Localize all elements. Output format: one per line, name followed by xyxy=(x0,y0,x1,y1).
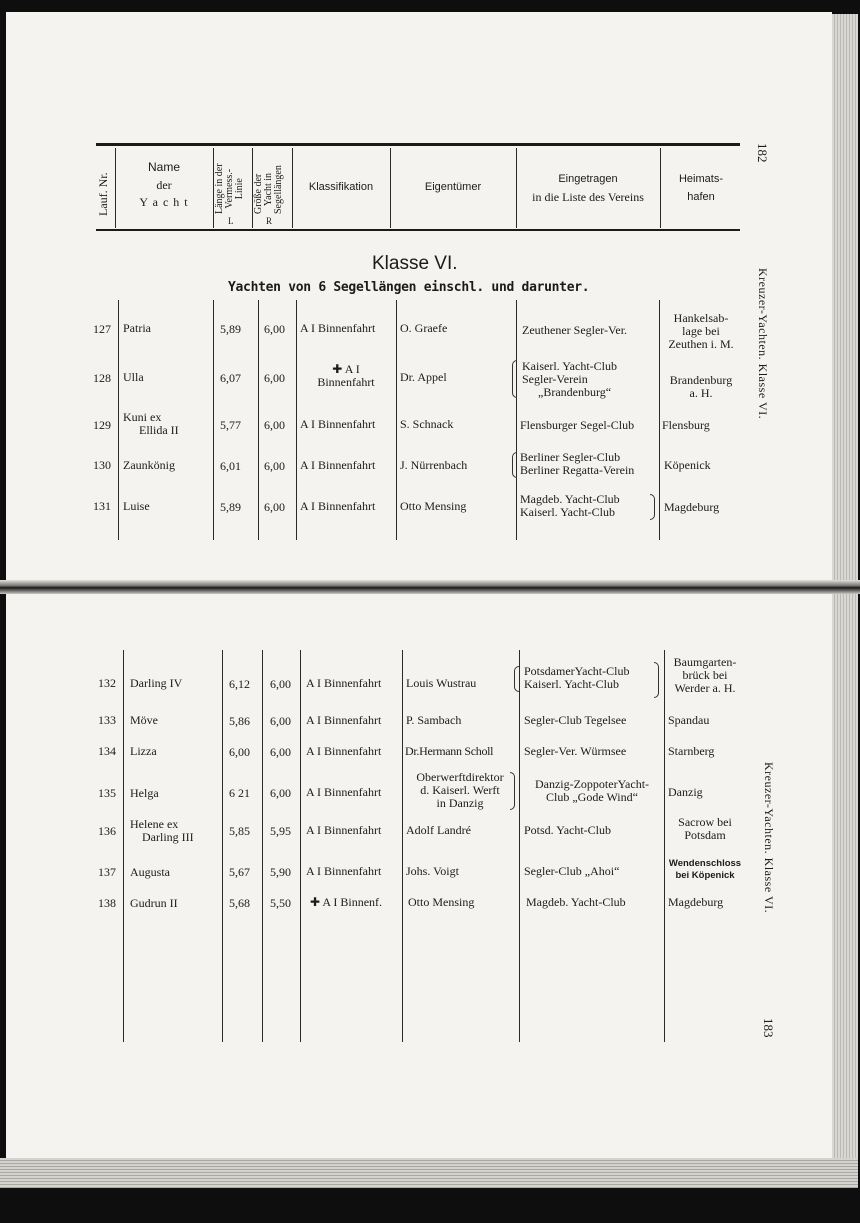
header-groesse-symbol: R xyxy=(266,216,273,226)
running-head-bottom: Kreuzer-Yachten. Klasse VI. xyxy=(762,762,776,914)
groesse-value: 6,00 xyxy=(270,677,291,691)
klassifikation-value: A I Binnenfahrt xyxy=(306,864,382,878)
hafen-value: Magdeburg xyxy=(664,500,720,514)
running-head-top: Kreuzer-Yachten. Klasse VI. xyxy=(756,268,770,420)
owner-value: Otto Mensing xyxy=(408,895,475,909)
groesse-value: 6,00 xyxy=(270,714,291,728)
stacked-pages-edge xyxy=(0,1158,858,1188)
row-number: 133 xyxy=(98,713,116,727)
groesse-value: 6,00 xyxy=(264,418,285,432)
owner-value: P. Sambach xyxy=(406,713,462,727)
laenge-value: 5,86 xyxy=(229,714,250,728)
owner-value: Adolf Landré xyxy=(406,823,471,837)
groesse-value: 6,00 xyxy=(264,459,285,473)
page-number-top: 182 xyxy=(755,143,770,163)
hafen-value: Wendenschloss bei Köpenick xyxy=(668,858,742,881)
klassifikation-value: A I Binnenfahrt xyxy=(306,823,382,837)
header-name-3: Y a c h t xyxy=(139,195,189,209)
laenge-value: 6,00 xyxy=(229,745,250,759)
brace xyxy=(650,494,655,520)
verein-value: Magdeb. Yacht-Club Kaiserl. Yacht-Club xyxy=(520,492,620,519)
header-eigentuemer: Eigentümer xyxy=(424,181,482,193)
row-number: 135 xyxy=(98,786,116,800)
top-page xyxy=(6,12,832,582)
verein-value: Potsd. Yacht-Club xyxy=(524,823,612,837)
laenge-value: 5,77 xyxy=(220,418,241,432)
header-top-rule xyxy=(96,143,740,146)
hafen-value: Starnberg xyxy=(668,744,715,758)
owner-value: S. Schnack xyxy=(400,417,454,431)
owner-value: Otto Mensing xyxy=(400,499,467,513)
klassifikation-value: A I Binnenfahrt xyxy=(300,417,376,431)
row-number: 131 xyxy=(93,499,111,513)
row-number: 130 xyxy=(93,458,111,472)
laenge-value: 5,68 xyxy=(229,896,250,910)
brace xyxy=(512,452,517,478)
header-klassifikation: Klassifikation xyxy=(308,181,374,193)
groesse-value: 6,00 xyxy=(264,500,285,514)
header-groesse: Größe der Yacht in Segellängen xyxy=(253,165,284,214)
header-lauf-nr: Lauf. Nr. xyxy=(96,172,110,216)
owner-value: Johs. Voigt xyxy=(406,864,459,878)
header-laenge-symbol: L xyxy=(228,216,234,226)
header-name-1: Name xyxy=(147,160,180,174)
section-subtitle: Yachten von 6 Segellängen einschl. und darunter. xyxy=(228,280,590,295)
klassifikation-value: ✚ A I Binnenf. xyxy=(310,895,383,909)
laenge-value: 5,89 xyxy=(220,500,241,514)
hafen-value: Magdeburg xyxy=(668,895,724,909)
header-eingetragen-2: in die Liste des Vereins xyxy=(532,190,644,204)
verein-value: Segler-Club Tegelsee xyxy=(524,713,627,727)
section-title: Klasse VI. xyxy=(372,253,458,274)
klassifikation-value: A I Binnenfahrt xyxy=(306,744,382,758)
klassifikation-value: A I Binnenfahrt xyxy=(306,676,382,690)
row-number: 129 xyxy=(93,418,111,432)
verein-value: Flensburger Segel-Club xyxy=(520,418,635,432)
hafen-value: Spandau xyxy=(668,713,710,727)
groesse-value: 5,90 xyxy=(270,865,291,879)
page-number-bottom: 183 xyxy=(761,1018,776,1038)
yacht-name: Ulla xyxy=(123,370,144,384)
owner-value: Dr.Hermann Scholl xyxy=(405,744,494,758)
laenge-value: 5,89 xyxy=(220,322,241,336)
yacht-name: Helga xyxy=(130,786,159,800)
owner-value: O. Graefe xyxy=(400,321,448,335)
row-number: 134 xyxy=(98,744,116,758)
verein-value: Magdeb. Yacht-Club xyxy=(526,895,626,909)
header-eingetragen-1: Eingetragen xyxy=(558,173,618,185)
klassifikation-value: A I Binnenfahrt xyxy=(300,458,376,472)
owner-value: J. Nürrenbach xyxy=(400,458,468,472)
owner-value: Louis Wustrau xyxy=(406,676,477,690)
header-bottom-rule xyxy=(96,229,740,231)
klassifikation-value: A I Binnenfahrt xyxy=(300,499,376,513)
klassifikation-value: A I Binnenfahrt xyxy=(306,785,382,799)
verein-value: Segler-Club „Ahoi“ xyxy=(524,864,620,878)
laenge-value: 6 21 xyxy=(229,786,250,800)
klassifikation-value: A I Binnenfahrt xyxy=(306,713,382,727)
groesse-value: 6,00 xyxy=(270,745,291,759)
row-number: 138 xyxy=(98,896,116,910)
hafen-value: Köpenick xyxy=(664,458,711,472)
hafen-value: Brandenburg a. H. xyxy=(669,373,733,400)
laenge-value: 5,85 xyxy=(229,824,250,838)
yacht-name: Lizza xyxy=(130,744,157,758)
groesse-value: 6,00 xyxy=(270,786,291,800)
groesse-value: 5,95 xyxy=(270,824,291,838)
row-number: 136 xyxy=(98,824,116,838)
brace xyxy=(512,360,517,398)
row-number: 127 xyxy=(93,322,111,336)
owner-value: Oberwerftdirektor d. Kaiserl. Werft in Danzig xyxy=(416,770,504,810)
brace xyxy=(510,772,515,810)
verein-value: Segler-Ver. Würmsee xyxy=(524,744,627,758)
row-number: 132 xyxy=(98,676,116,690)
verein-value: PotsdamerYacht-Club Kaiserl. Yacht-Club xyxy=(524,664,630,691)
yacht-name: Augusta xyxy=(130,865,170,879)
yacht-name: Kuni ex Ellida II xyxy=(123,410,179,437)
hafen-value: Hankelsab- lage bei Zeuthen i. M. xyxy=(668,311,734,351)
klassifikation-value: ✚ A I Binnenfahrt xyxy=(317,362,375,389)
hafen-value: Flensburg xyxy=(662,418,710,432)
laenge-value: 6,07 xyxy=(220,371,241,385)
verein-value: Berliner Segler-Club Berliner Regatta-Verein xyxy=(520,450,635,477)
header-heimatshafen-1: Heimats- xyxy=(678,173,723,185)
laenge-value: 6,01 xyxy=(220,459,241,473)
row-number: 137 xyxy=(98,865,116,879)
yacht-name: Helene ex Darling III xyxy=(130,817,194,844)
owner-value: Dr. Appel xyxy=(400,370,447,384)
yacht-name: Gudrun II xyxy=(130,896,178,910)
header-name-2: der xyxy=(156,178,172,192)
verein-value: Danzig-ZoppoterYacht- Club „Gode Wind“ xyxy=(534,777,650,804)
laenge-value: 6,12 xyxy=(229,677,250,691)
header-laenge: Länge in der Vermess.- Linie xyxy=(214,163,245,214)
hafen-value: Baumgarten- brück bei Werder a. H. xyxy=(673,655,737,695)
header-heimatshafen-2: hafen xyxy=(687,191,715,203)
yacht-name: Patria xyxy=(123,321,151,335)
yacht-name: Darling IV xyxy=(130,676,183,690)
yacht-name: Möve xyxy=(130,713,158,727)
page-edge-bottom xyxy=(832,592,858,1158)
yacht-name: Luise xyxy=(123,499,150,513)
row-number: 128 xyxy=(93,371,111,385)
hafen-value: Danzig xyxy=(668,785,703,799)
verein-value: Kaiserl. Yacht-Club Segler-Verein „Brandenburg“ xyxy=(522,359,617,399)
hafen-value: Sacrow bei Potsdam xyxy=(678,815,732,842)
brace xyxy=(654,662,659,698)
book-fold xyxy=(0,580,860,594)
brace xyxy=(514,666,519,692)
page-edge-top xyxy=(832,14,858,580)
groesse-value: 6,00 xyxy=(264,322,285,336)
verein-value: Zeuthener Segler-Ver. xyxy=(522,323,628,337)
groesse-value: 5,50 xyxy=(270,896,291,910)
laenge-value: 5,67 xyxy=(229,865,250,879)
groesse-value: 6,00 xyxy=(264,371,285,385)
yacht-name: Zaunkönig xyxy=(123,458,175,472)
klassifikation-value: A I Binnenfahrt xyxy=(300,321,376,335)
